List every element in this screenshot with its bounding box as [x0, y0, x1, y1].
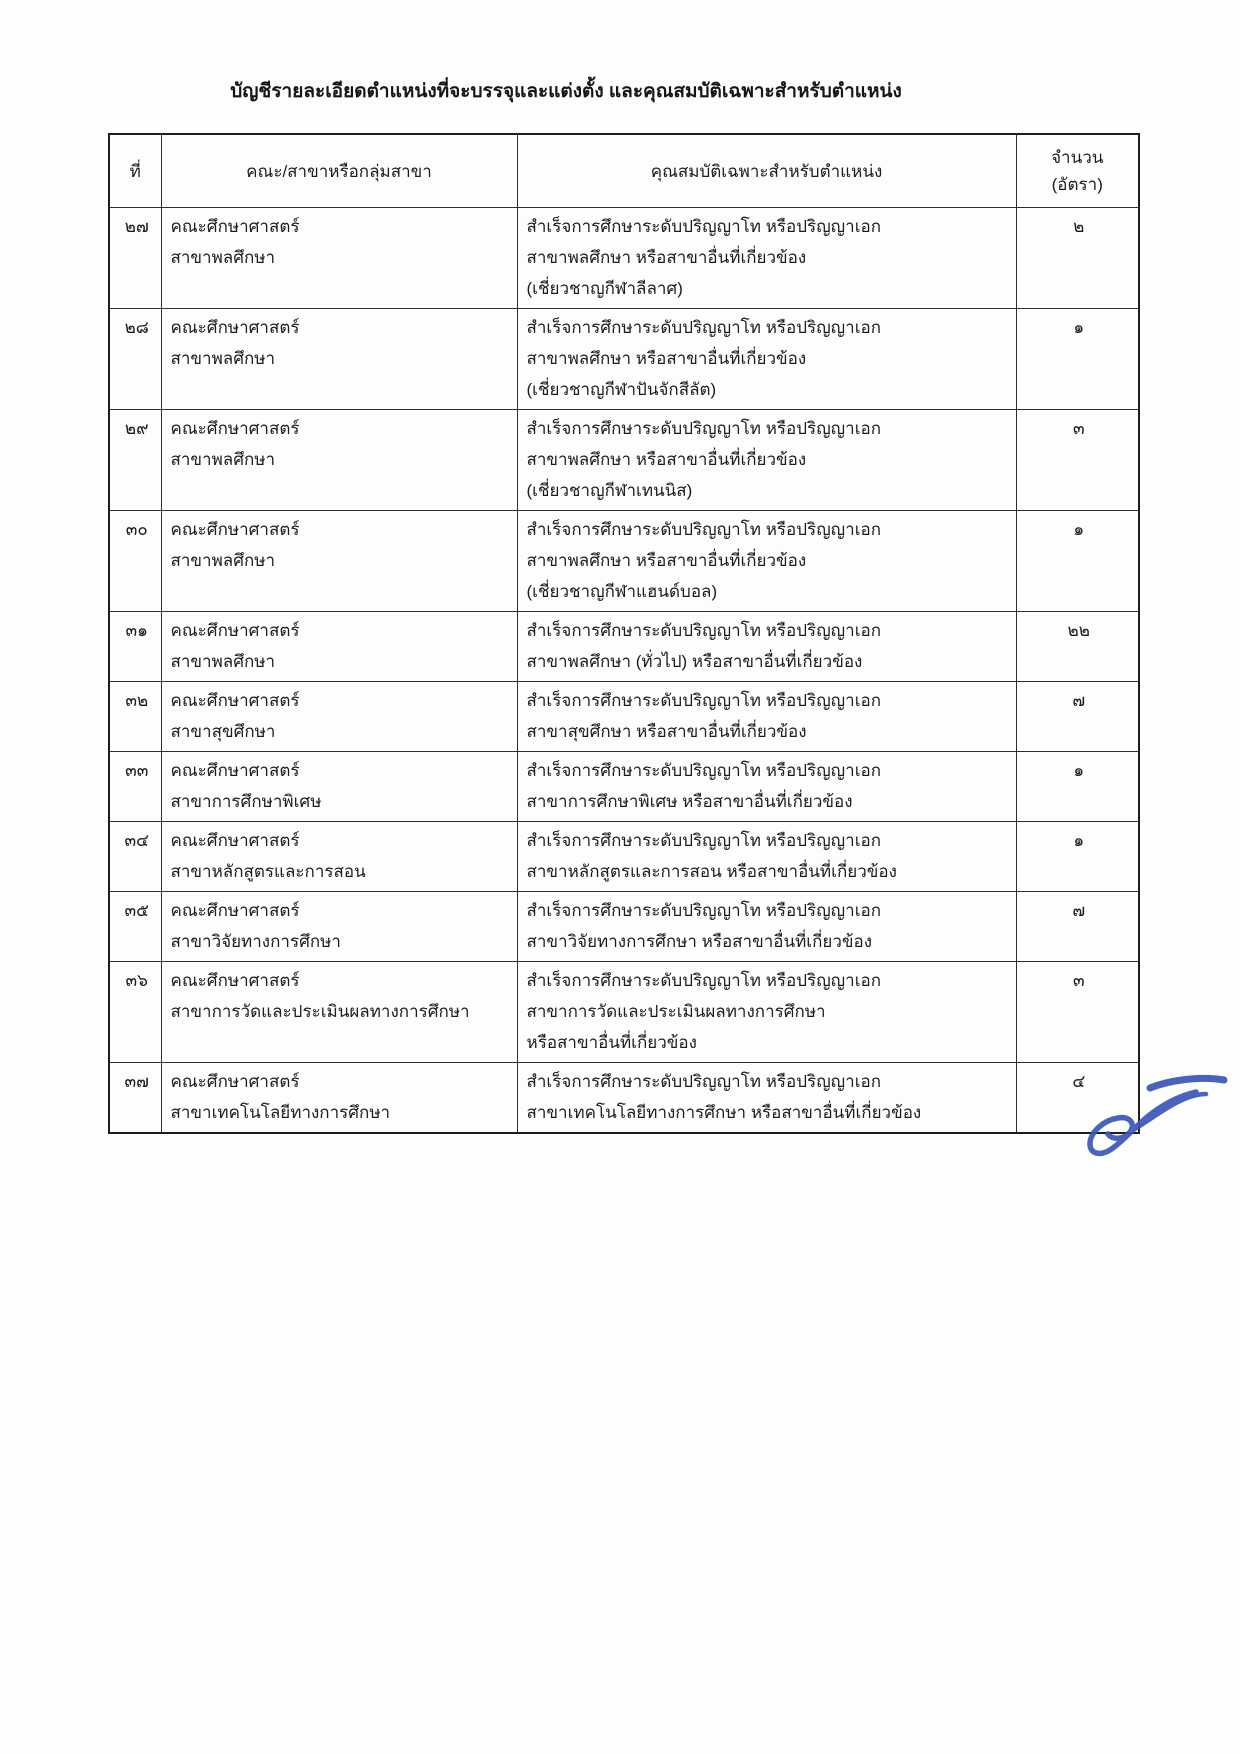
row-faculty: คณะศึกษาศาสตร์ สาขาพลศึกษา: [161, 208, 517, 309]
header-no: ที่: [109, 134, 161, 208]
row-count: ๑: [1016, 752, 1139, 822]
row-qualification: สำเร็จการศึกษาระดับปริญญาโท หรือปริญญาเอก สาขาสุขศึกษา หรือสาขาอื่นที่เกี่ยวข้อง: [517, 682, 1016, 752]
row-faculty: คณะศึกษาศาสตร์ สาขาเทคโนโลยีทางการศึกษา: [161, 1063, 517, 1134]
row-qualification: สำเร็จการศึกษาระดับปริญญาโท หรือปริญญาเอก สาขาหลักสูตรและการสอน หรือสาขาอื่นที่เกี่ยวข้อง: [517, 822, 1016, 892]
header-count-line1: จำนวน: [1051, 148, 1104, 167]
table-row: [109, 309, 1139, 410]
positions-table: [108, 133, 1140, 1134]
header-count: [1016, 134, 1139, 208]
table-row: [109, 892, 1139, 962]
row-qualification: สำเร็จการศึกษาระดับปริญญาโท หรือปริญญาเอก สาขาพลศึกษา หรือสาขาอื่นที่เกี่ยวข้อง (เชี่ยวชาญกีฬาแฮนด์บอล): [517, 511, 1016, 612]
table-row: [109, 752, 1139, 822]
table-row: [109, 511, 1139, 612]
row-qualification: สำเร็จการศึกษาระดับปริญญาโท หรือปริญญาเอก สาขาพลศึกษา หรือสาขาอื่นที่เกี่ยวข้อง (เชี่ยวชาญกีฬาลีลาศ): [517, 208, 1016, 309]
table-header-row: [109, 134, 1139, 208]
row-count: ๗: [1016, 682, 1139, 752]
row-faculty: คณะศึกษาศาสตร์ สาขาการวัดและประเมินผลทางการศึกษา: [161, 962, 517, 1063]
row-faculty: คณะศึกษาศาสตร์ สาขาหลักสูตรและการสอน: [161, 822, 517, 892]
row-qualification: สำเร็จการศึกษาระดับปริญญาโท หรือปริญญาเอก สาขาเทคโนโลยีทางการศึกษา หรือสาขาอื่นที่เกี่ยวข้อง: [517, 1063, 1016, 1134]
table-row: [109, 208, 1139, 309]
table-row: [109, 1063, 1139, 1134]
row-count: ๑: [1016, 309, 1139, 410]
row-qualification: สำเร็จการศึกษาระดับปริญญาโท หรือปริญญาเอก สาขาพลศึกษา หรือสาขาอื่นที่เกี่ยวข้อง (เชี่ยวชาญกีฬาเทนนิส): [517, 410, 1016, 511]
row-count: ๑: [1016, 511, 1139, 612]
row-no: ๓๓: [109, 752, 161, 822]
row-no: ๓๖: [109, 962, 161, 1063]
header-faculty: คณะ/สาขาหรือกลุ่มสาขา: [161, 134, 517, 208]
row-qualification: สำเร็จการศึกษาระดับปริญญาโท หรือปริญญาเอก สาขาวิจัยทางการศึกษา หรือสาขาอื่นที่เกี่ยวข้อง: [517, 892, 1016, 962]
page-title: บัญชีรายละเอียดตำแหน่งที่จะบรรจุและแต่งตั้ง และคุณสมบัติเฉพาะสำหรับตำแหน่ง: [230, 81, 902, 102]
row-faculty: คณะศึกษาศาสตร์ สาขาพลศึกษา: [161, 410, 517, 511]
row-count: ๓: [1016, 410, 1139, 511]
row-count: ๒๒: [1016, 612, 1139, 682]
row-faculty: คณะศึกษาศาสตร์ สาขาพลศึกษา: [161, 612, 517, 682]
row-no: ๒๗: [109, 208, 161, 309]
row-faculty: คณะศึกษาศาสตร์ สาขาการศึกษาพิเศษ: [161, 752, 517, 822]
table-row: [109, 410, 1139, 511]
row-no: ๓๕: [109, 892, 161, 962]
row-qualification: สำเร็จการศึกษาระดับปริญญาโท หรือปริญญาเอก สาขาการศึกษาพิเศษ หรือสาขาอื่นที่เกี่ยวข้อง: [517, 752, 1016, 822]
header-count-line2: (อัตรา): [1051, 175, 1103, 194]
row-no: ๓๐: [109, 511, 161, 612]
row-no: ๓๗: [109, 1063, 161, 1134]
row-count: ๒: [1016, 208, 1139, 309]
row-qualification: สำเร็จการศึกษาระดับปริญญาโท หรือปริญญาเอก สาขาพลศึกษา หรือสาขาอื่นที่เกี่ยวข้อง (เชี่ยวชาญกีฬาปันจักสีลัต): [517, 309, 1016, 410]
row-no: ๓๔: [109, 822, 161, 892]
row-faculty: คณะศึกษาศาสตร์ สาขาพลศึกษา: [161, 511, 517, 612]
table-row: [109, 962, 1139, 1063]
row-no: ๓๒: [109, 682, 161, 752]
table-row: [109, 682, 1139, 752]
row-faculty: คณะศึกษาศาสตร์ สาขาพลศึกษา: [161, 309, 517, 410]
row-count: ๓: [1016, 962, 1139, 1063]
row-no: ๒๘: [109, 309, 161, 410]
handwritten-signature: [1078, 1058, 1234, 1162]
table-row: [109, 612, 1139, 682]
row-count: ๑: [1016, 822, 1139, 892]
row-qualification: สำเร็จการศึกษาระดับปริญญาโท หรือปริญญาเอก สาขาการวัดและประเมินผลทางการศึกษา หรือสาขาอื่นที่เกี่ยวข้อง: [517, 962, 1016, 1063]
table-row: [109, 822, 1139, 892]
row-qualification: สำเร็จการศึกษาระดับปริญญาโท หรือปริญญาเอก สาขาพลศึกษา (ทั่วไป) หรือสาขาอื่นที่เกี่ยวข้อง: [517, 612, 1016, 682]
header-qualification: คุณสมบัติเฉพาะสำหรับตำแหน่ง: [517, 134, 1016, 208]
row-faculty: คณะศึกษาศาสตร์ สาขาสุขศึกษา: [161, 682, 517, 752]
row-count: ๔: [1016, 1063, 1139, 1134]
row-no: ๓๑: [109, 612, 161, 682]
row-count: ๗: [1016, 892, 1139, 962]
row-no: ๒๙: [109, 410, 161, 511]
row-faculty: คณะศึกษาศาสตร์ สาขาวิจัยทางการศึกษา: [161, 892, 517, 962]
